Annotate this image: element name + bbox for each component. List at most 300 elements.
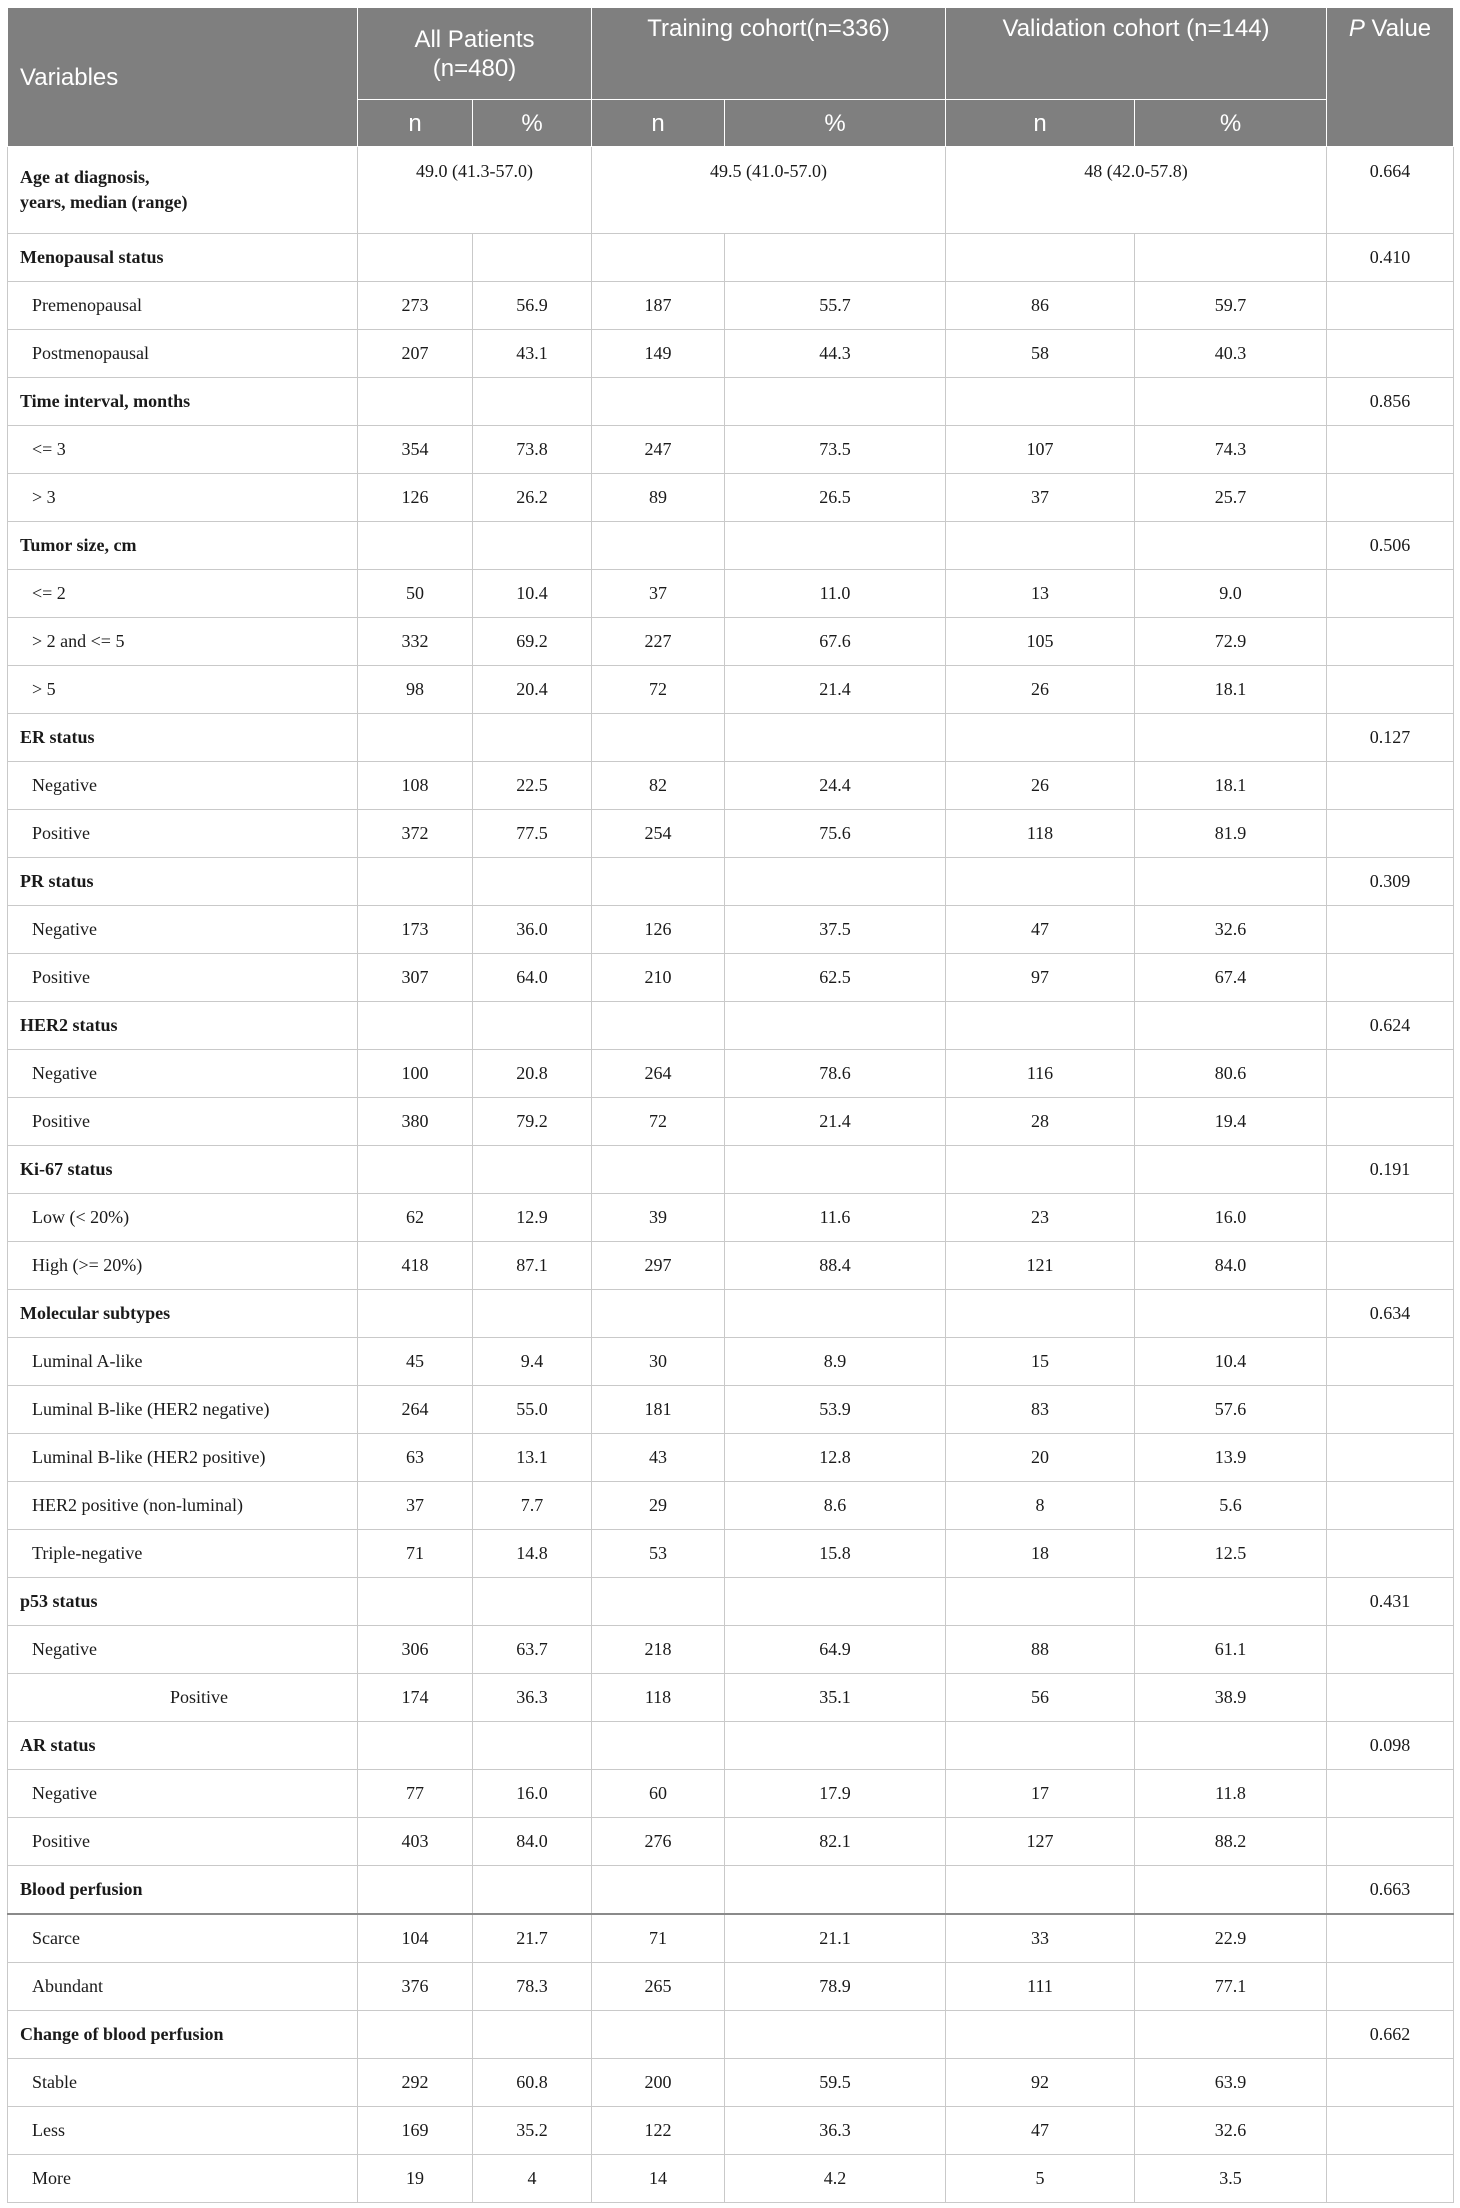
cell-validation-pct: 18.1	[1135, 762, 1327, 810]
cell-all-n: 174	[358, 1674, 473, 1722]
header-all-patients	[358, 8, 592, 100]
empty-cell	[1327, 1434, 1454, 1482]
row-label: Abundant	[8, 1963, 358, 2011]
empty-cell	[1135, 1002, 1327, 1050]
category-label: p53 status	[8, 1578, 358, 1626]
cell-all-n: 98	[358, 666, 473, 714]
cell-all-pct: 63.7	[473, 1626, 592, 1674]
row-label: <= 2	[8, 570, 358, 618]
header-p-rest: Value	[1364, 15, 1432, 42]
header-p-italic: P	[1348, 15, 1365, 42]
table-row	[8, 2155, 1454, 2203]
empty-cell	[473, 1578, 592, 1626]
cell-validation-pct: 40.3	[1135, 330, 1327, 378]
cell-training-pct: 17.9	[725, 1770, 946, 1818]
cell-validation-n: 83	[946, 1386, 1135, 1434]
cell-validation-pct: 38.9	[1135, 1674, 1327, 1722]
empty-cell	[725, 714, 946, 762]
cell-all-pct: 7.7	[473, 1482, 592, 1530]
row-label: Postmenopausal	[8, 330, 358, 378]
empty-cell	[946, 858, 1135, 906]
empty-cell	[1327, 1194, 1454, 1242]
cell-training-pct: 15.8	[725, 1530, 946, 1578]
table-row-category	[8, 234, 1454, 282]
cell-training-pct: 4.2	[725, 2155, 946, 2203]
cell-training-n: 72	[592, 666, 725, 714]
empty-cell	[946, 714, 1135, 762]
table-row	[8, 1386, 1454, 1434]
cell-training-pct: 75.6	[725, 810, 946, 858]
cell-all-n: 63	[358, 1434, 473, 1482]
table-row	[8, 1914, 1454, 1963]
row-label: Premenopausal	[8, 282, 358, 330]
cell-validation-pct: 57.6	[1135, 1386, 1327, 1434]
empty-cell	[725, 1146, 946, 1194]
row-label: > 2 and <= 5	[8, 618, 358, 666]
cell-validation-pct: 16.0	[1135, 1194, 1327, 1242]
empty-cell	[946, 1866, 1135, 1915]
cell-validation-n: 118	[946, 810, 1135, 858]
cell-training-n: 254	[592, 810, 725, 858]
cell-all-n: 169	[358, 2107, 473, 2155]
cell-validation-n: 26	[946, 666, 1135, 714]
header-all-patients-label: All Patients	[414, 25, 535, 53]
table-row-category	[8, 2011, 1454, 2059]
cell-training-pct: 35.1	[725, 1674, 946, 1722]
category-label: Blood perfusion	[8, 1866, 358, 1915]
cell-all-pct: 20.8	[473, 1050, 592, 1098]
cell-all-n: 264	[358, 1386, 473, 1434]
empty-cell	[358, 1722, 473, 1770]
cell-all-n: 108	[358, 762, 473, 810]
row-label: HER2 positive (non-luminal)	[8, 1482, 358, 1530]
row-label: Luminal B-like (HER2 negative)	[8, 1386, 358, 1434]
cell-all-n: 71	[358, 1530, 473, 1578]
cell-all-n: 77	[358, 1770, 473, 1818]
cell-all-n: 376	[358, 1963, 473, 2011]
empty-cell	[592, 1290, 725, 1338]
table-row	[8, 1194, 1454, 1242]
category-p-value: 0.506	[1327, 522, 1454, 570]
table-row	[8, 282, 1454, 330]
table-row-category	[8, 1578, 1454, 1626]
category-p-value: 0.634	[1327, 1290, 1454, 1338]
row-label: Positive	[8, 1674, 358, 1722]
empty-cell	[592, 1146, 725, 1194]
empty-cell	[946, 1146, 1135, 1194]
empty-cell	[473, 858, 592, 906]
row-label: Negative	[8, 762, 358, 810]
cell-training-n: 247	[592, 426, 725, 474]
age-label-line1: Age at diagnosis,	[20, 167, 150, 187]
cell-training-pct: 21.1	[725, 1914, 946, 1963]
table-row	[8, 1242, 1454, 1290]
category-label: Menopausal status	[8, 234, 358, 282]
table-row-category	[8, 858, 1454, 906]
cell-training-pct: 8.6	[725, 1482, 946, 1530]
table-row	[8, 2059, 1454, 2107]
cell-validation-n: 105	[946, 618, 1135, 666]
empty-cell	[358, 2011, 473, 2059]
cell-all-pct: 78.3	[473, 1963, 592, 2011]
empty-cell	[473, 1866, 592, 1915]
cell-training-n: 122	[592, 2107, 725, 2155]
cell-all-n: 307	[358, 954, 473, 1002]
empty-cell	[725, 522, 946, 570]
cell-all-pct: 9.4	[473, 1338, 592, 1386]
empty-cell	[1327, 906, 1454, 954]
empty-cell	[358, 1578, 473, 1626]
empty-cell	[592, 2011, 725, 2059]
row-label: Positive	[8, 1818, 358, 1866]
empty-cell	[725, 1290, 946, 1338]
empty-cell	[358, 378, 473, 426]
category-label: HER2 status	[8, 1002, 358, 1050]
cell-validation-n: 97	[946, 954, 1135, 1002]
cell-validation-pct: 18.1	[1135, 666, 1327, 714]
cell-training-n: 149	[592, 330, 725, 378]
cell-training-n: 210	[592, 954, 725, 1002]
cell-all-n: 372	[358, 810, 473, 858]
cell-validation-n: 56	[946, 1674, 1135, 1722]
cell-all-pct: 26.2	[473, 474, 592, 522]
cell-training-n: 118	[592, 1674, 725, 1722]
cell-all-pct: 87.1	[473, 1242, 592, 1290]
row-label: Negative	[8, 1050, 358, 1098]
cell-all-n: 273	[358, 282, 473, 330]
cell-all-pct: 56.9	[473, 282, 592, 330]
cell-validation-n: 107	[946, 426, 1135, 474]
table-row-category	[8, 1722, 1454, 1770]
table-row	[8, 1050, 1454, 1098]
cell-training-pct: 67.6	[725, 618, 946, 666]
cell-training-pct: 12.8	[725, 1434, 946, 1482]
empty-cell	[1327, 2107, 1454, 2155]
empty-cell	[725, 1578, 946, 1626]
age-p-value: 0.664	[1327, 147, 1454, 234]
baseline-characteristics-table	[7, 7, 1454, 2203]
empty-cell	[1327, 1386, 1454, 1434]
cell-training-pct: 82.1	[725, 1818, 946, 1866]
cell-all-pct: 21.7	[473, 1914, 592, 1963]
empty-cell	[473, 1722, 592, 1770]
cell-validation-n: 26	[946, 762, 1135, 810]
cell-all-n: 37	[358, 1482, 473, 1530]
table-row-category	[8, 1002, 1454, 1050]
cell-validation-n: 116	[946, 1050, 1135, 1098]
empty-cell	[358, 522, 473, 570]
row-label: Negative	[8, 1770, 358, 1818]
empty-cell	[946, 1722, 1135, 1770]
empty-cell	[1327, 1338, 1454, 1386]
empty-cell	[725, 1722, 946, 1770]
cell-training-n: 29	[592, 1482, 725, 1530]
cell-training-pct: 36.3	[725, 2107, 946, 2155]
cell-validation-pct: 80.6	[1135, 1050, 1327, 1098]
cell-all-n: 19	[358, 2155, 473, 2203]
cell-all-n: 207	[358, 330, 473, 378]
row-label: Positive	[8, 810, 358, 858]
empty-cell	[1135, 1866, 1327, 1915]
category-label: Time interval, months	[8, 378, 358, 426]
table-row	[8, 570, 1454, 618]
cell-all-n: 45	[358, 1338, 473, 1386]
table-row-category	[8, 714, 1454, 762]
category-p-value: 0.309	[1327, 858, 1454, 906]
empty-cell	[592, 714, 725, 762]
cell-all-pct: 84.0	[473, 1818, 592, 1866]
table-row	[8, 1338, 1454, 1386]
cell-validation-n: 8	[946, 1482, 1135, 1530]
empty-cell	[725, 1866, 946, 1915]
cell-all-n: 50	[358, 570, 473, 618]
cell-validation-pct: 81.9	[1135, 810, 1327, 858]
cell-validation-pct: 88.2	[1135, 1818, 1327, 1866]
cell-validation-n: 20	[946, 1434, 1135, 1482]
empty-cell	[946, 234, 1135, 282]
empty-cell	[358, 1866, 473, 1915]
empty-cell	[1135, 1146, 1327, 1194]
empty-cell	[946, 522, 1135, 570]
empty-cell	[1327, 1914, 1454, 1963]
empty-cell	[1327, 1098, 1454, 1146]
empty-cell	[1327, 1674, 1454, 1722]
category-label: Ki-67 status	[8, 1146, 358, 1194]
category-p-value: 0.431	[1327, 1578, 1454, 1626]
age-label	[8, 147, 358, 234]
cell-validation-pct: 32.6	[1135, 2107, 1327, 2155]
header-training-pct: %	[725, 100, 946, 147]
cell-training-pct: 24.4	[725, 762, 946, 810]
empty-cell	[473, 1146, 592, 1194]
cell-all-pct: 60.8	[473, 2059, 592, 2107]
category-label: AR status	[8, 1722, 358, 1770]
cell-all-pct: 13.1	[473, 1434, 592, 1482]
cell-training-pct: 78.6	[725, 1050, 946, 1098]
cell-all-n: 403	[358, 1818, 473, 1866]
category-p-value: 0.191	[1327, 1146, 1454, 1194]
empty-cell	[473, 2011, 592, 2059]
cell-validation-pct: 72.9	[1135, 618, 1327, 666]
cell-all-n: 418	[358, 1242, 473, 1290]
cell-training-n: 82	[592, 762, 725, 810]
cell-validation-pct: 67.4	[1135, 954, 1327, 1002]
empty-cell	[946, 2011, 1135, 2059]
table-header	[8, 8, 1454, 147]
empty-cell	[358, 1290, 473, 1338]
table-row	[8, 906, 1454, 954]
cell-validation-n: 15	[946, 1338, 1135, 1386]
cell-validation-pct: 61.1	[1135, 1626, 1327, 1674]
row-label: Positive	[8, 954, 358, 1002]
table-row-category	[8, 1146, 1454, 1194]
cell-all-n: 62	[358, 1194, 473, 1242]
cell-all-pct: 22.5	[473, 762, 592, 810]
cell-validation-pct: 13.9	[1135, 1434, 1327, 1482]
row-label: Negative	[8, 906, 358, 954]
cell-validation-n: 18	[946, 1530, 1135, 1578]
table-row	[8, 1626, 1454, 1674]
empty-cell	[1135, 858, 1327, 906]
empty-cell	[1135, 714, 1327, 762]
cell-validation-n: 86	[946, 282, 1135, 330]
empty-cell	[592, 1578, 725, 1626]
age-label-line2: years, median (range)	[20, 192, 188, 212]
cell-validation-n: 37	[946, 474, 1135, 522]
table-row	[8, 426, 1454, 474]
cell-training-pct: 64.9	[725, 1626, 946, 1674]
cell-all-pct: 79.2	[473, 1098, 592, 1146]
row-label: Positive	[8, 1098, 358, 1146]
cell-training-n: 126	[592, 906, 725, 954]
empty-cell	[1327, 2155, 1454, 2203]
table-row	[8, 2107, 1454, 2155]
empty-cell	[358, 1002, 473, 1050]
cell-validation-n: 127	[946, 1818, 1135, 1866]
cell-training-pct: 59.5	[725, 2059, 946, 2107]
cell-validation-n: 23	[946, 1194, 1135, 1242]
row-label: Less	[8, 2107, 358, 2155]
category-label: PR status	[8, 858, 358, 906]
cell-training-pct: 73.5	[725, 426, 946, 474]
category-p-value: 0.098	[1327, 1722, 1454, 1770]
cell-all-n: 100	[358, 1050, 473, 1098]
cell-all-pct: 20.4	[473, 666, 592, 714]
cell-training-pct: 55.7	[725, 282, 946, 330]
empty-cell	[1327, 282, 1454, 330]
age-training: 49.5 (41.0-57.0)	[592, 147, 946, 234]
header-all-n: n	[358, 100, 473, 147]
empty-cell	[592, 1722, 725, 1770]
cell-training-pct: 21.4	[725, 666, 946, 714]
category-label: Change of blood perfusion	[8, 2011, 358, 2059]
empty-cell	[358, 858, 473, 906]
empty-cell	[1327, 618, 1454, 666]
row-label: High (>= 20%)	[8, 1242, 358, 1290]
empty-cell	[1327, 762, 1454, 810]
table-row	[8, 1770, 1454, 1818]
table-row-category	[8, 1866, 1454, 1915]
cell-training-pct: 53.9	[725, 1386, 946, 1434]
age-validation: 48 (42.0-57.8)	[946, 147, 1327, 234]
cell-validation-pct: 22.9	[1135, 1914, 1327, 1963]
cell-validation-n: 47	[946, 2107, 1135, 2155]
cell-training-n: 181	[592, 1386, 725, 1434]
empty-cell	[946, 1578, 1135, 1626]
table-row	[8, 1963, 1454, 2011]
cell-all-pct: 4	[473, 2155, 592, 2203]
table-row	[8, 1098, 1454, 1146]
empty-cell	[725, 234, 946, 282]
empty-cell	[1327, 1626, 1454, 1674]
empty-cell	[1327, 954, 1454, 1002]
table-row	[8, 1530, 1454, 1578]
cell-validation-pct: 63.9	[1135, 2059, 1327, 2107]
cell-all-pct: 36.3	[473, 1674, 592, 1722]
cell-training-pct: 11.0	[725, 570, 946, 618]
empty-cell	[1327, 1482, 1454, 1530]
cell-validation-pct: 3.5	[1135, 2155, 1327, 2203]
cell-training-pct: 78.9	[725, 1963, 946, 2011]
empty-cell	[358, 234, 473, 282]
cell-validation-n: 121	[946, 1242, 1135, 1290]
cell-validation-n: 111	[946, 1963, 1135, 2011]
empty-cell	[592, 858, 725, 906]
cell-validation-pct: 12.5	[1135, 1530, 1327, 1578]
table-row	[8, 954, 1454, 1002]
empty-cell	[1135, 378, 1327, 426]
table-row-category	[8, 378, 1454, 426]
cell-all-pct: 16.0	[473, 1770, 592, 1818]
cell-all-pct: 12.9	[473, 1194, 592, 1242]
row-label: > 3	[8, 474, 358, 522]
row-label: Scarce	[8, 1914, 358, 1963]
row-label: Negative	[8, 1626, 358, 1674]
cell-all-pct: 64.0	[473, 954, 592, 1002]
header-all-pct: %	[473, 100, 592, 147]
empty-cell	[946, 1290, 1135, 1338]
empty-cell	[1135, 234, 1327, 282]
header-validation-pct: %	[1135, 100, 1327, 147]
header-validation-cohort: Validation cohort (n=144)	[946, 8, 1327, 100]
cell-all-pct: 36.0	[473, 906, 592, 954]
age-all: 49.0 (41.3-57.0)	[358, 147, 592, 234]
category-label: ER status	[8, 714, 358, 762]
empty-cell	[1135, 1290, 1327, 1338]
table-row	[8, 1434, 1454, 1482]
empty-cell	[1327, 2059, 1454, 2107]
cell-training-n: 187	[592, 282, 725, 330]
cell-validation-pct: 5.6	[1135, 1482, 1327, 1530]
table-row	[8, 474, 1454, 522]
cell-all-pct: 55.0	[473, 1386, 592, 1434]
table-row	[8, 666, 1454, 714]
category-p-value: 0.663	[1327, 1866, 1454, 1915]
cell-training-n: 276	[592, 1818, 725, 1866]
cell-validation-pct: 74.3	[1135, 426, 1327, 474]
table-row	[8, 330, 1454, 378]
cell-training-pct: 88.4	[725, 1242, 946, 1290]
empty-cell	[473, 714, 592, 762]
cell-validation-n: 88	[946, 1626, 1135, 1674]
cell-all-n: 354	[358, 426, 473, 474]
category-p-value: 0.410	[1327, 234, 1454, 282]
empty-cell	[946, 1002, 1135, 1050]
empty-cell	[1327, 810, 1454, 858]
cell-validation-pct: 10.4	[1135, 1338, 1327, 1386]
empty-cell	[592, 522, 725, 570]
cell-training-pct: 21.4	[725, 1098, 946, 1146]
row-label: Triple-negative	[8, 1530, 358, 1578]
empty-cell	[1135, 1578, 1327, 1626]
empty-cell	[725, 378, 946, 426]
cell-training-n: 227	[592, 618, 725, 666]
empty-cell	[473, 1002, 592, 1050]
cell-validation-n: 58	[946, 330, 1135, 378]
header-training-cohort: Training cohort(n=336)	[592, 8, 946, 100]
cell-training-n: 264	[592, 1050, 725, 1098]
cell-training-n: 37	[592, 570, 725, 618]
cell-training-n: 265	[592, 1963, 725, 2011]
empty-cell	[1327, 1530, 1454, 1578]
empty-cell	[725, 858, 946, 906]
cell-validation-n: 47	[946, 906, 1135, 954]
cell-validation-pct: 32.6	[1135, 906, 1327, 954]
cell-training-n: 53	[592, 1530, 725, 1578]
category-label: Tumor size, cm	[8, 522, 358, 570]
category-p-value: 0.856	[1327, 378, 1454, 426]
cell-validation-n: 28	[946, 1098, 1135, 1146]
